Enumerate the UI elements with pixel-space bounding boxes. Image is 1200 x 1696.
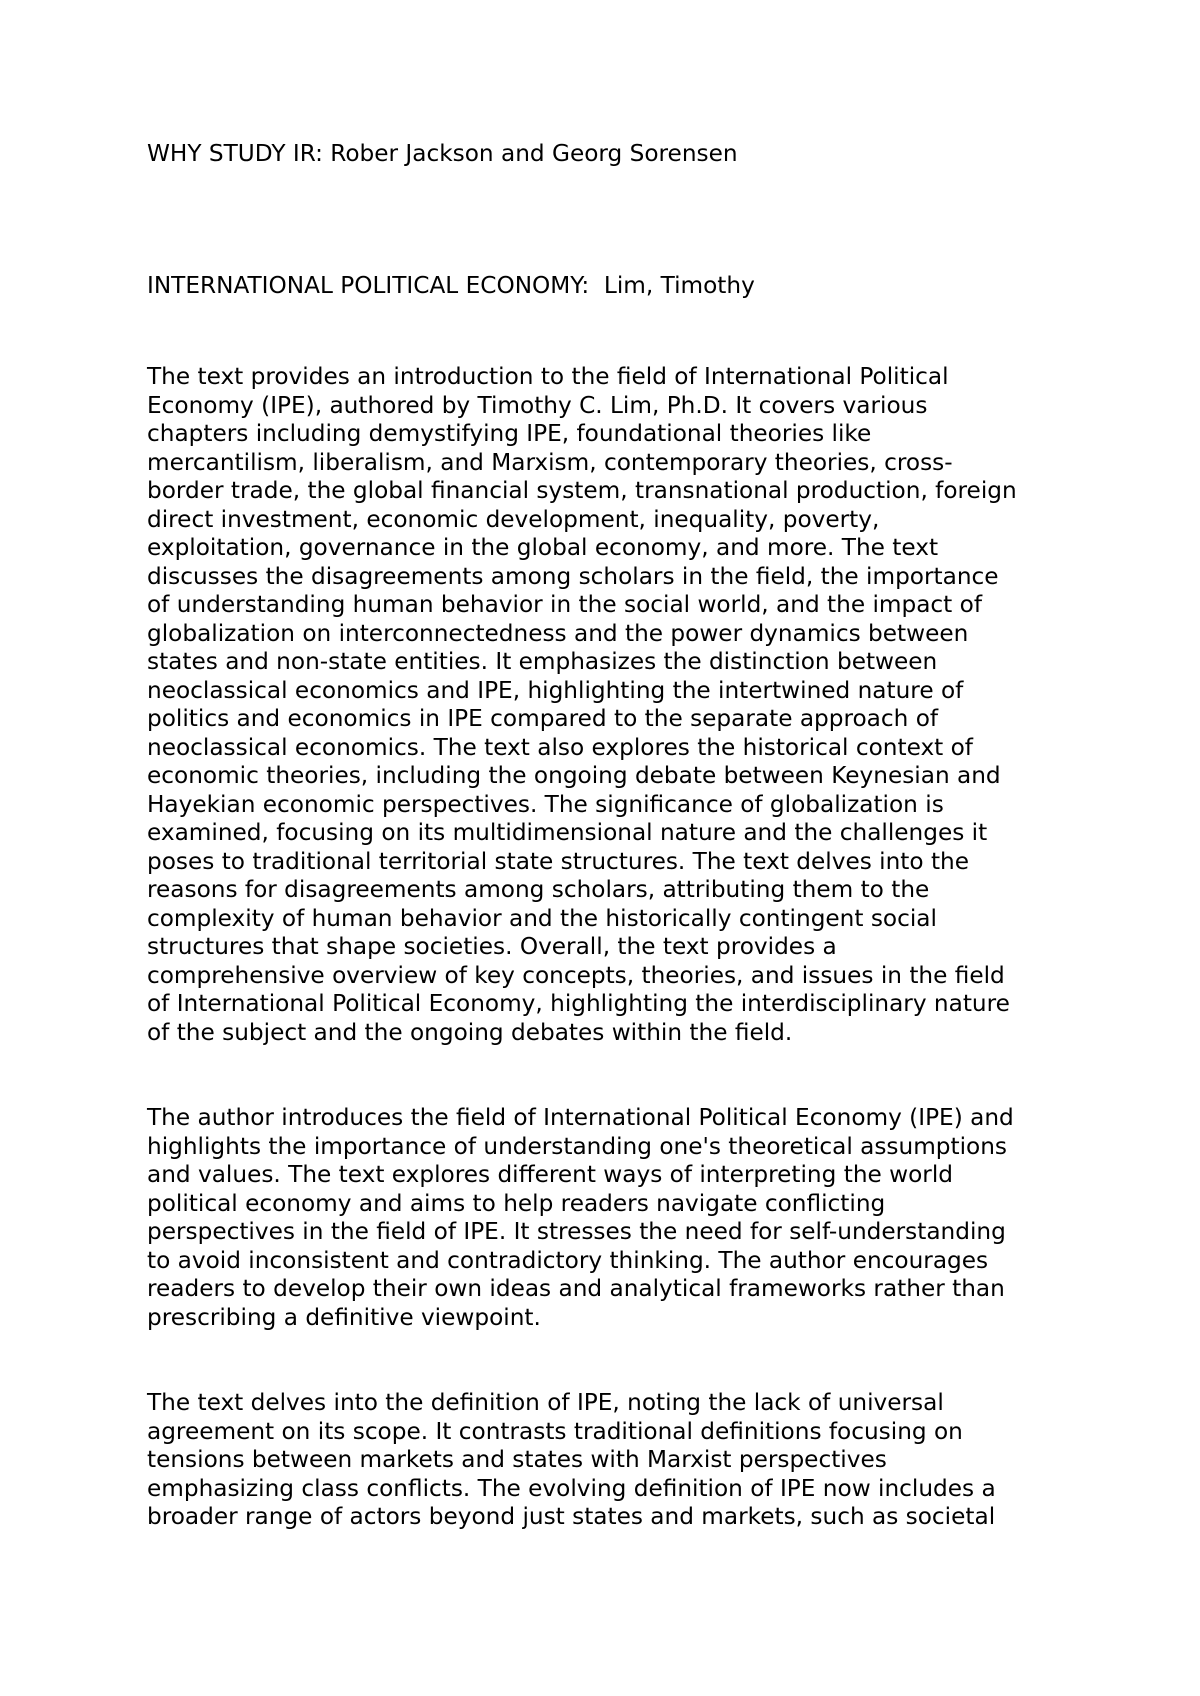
paragraph-line: The text delves into the definition of IPE, noting the lack of universal: [147, 1389, 944, 1416]
paragraph-line: chapters including demystifying IPE, foundational theories like: [147, 420, 872, 447]
paragraph-line: structures that shape societies. Overall, the text provides a: [147, 933, 837, 960]
heading-why-study-ir: WHY STUDY IR: Rober Jackson and Georg Sorensen: [147, 140, 738, 167]
paragraph-line: reasons for disagreements among scholars, attributing them to the: [147, 876, 930, 903]
paragraph-line: tensions between markets and states with Marxist perspectives: [147, 1446, 887, 1473]
document-body: [147, 140, 1077, 1532]
paragraph-line: neoclassical economics and IPE, highlighting the intertwined nature of: [147, 676, 964, 704]
paragraph-line: political economy and aims to help readers navigate conflicting: [147, 1189, 886, 1217]
paragraph-line: perspectives in the field of IPE. It stresses the need for self-understanding: [147, 1218, 1006, 1245]
paragraph-line: politics and economics in IPE compared to the separate approach of: [147, 705, 939, 732]
paragraph-1: [147, 363, 1077, 1047]
paragraph-line: exploitation, governance in the global economy, and more. The text: [147, 534, 939, 561]
paragraph-line: highlights the importance of understanding one's theoretical assumptions: [147, 1132, 1007, 1160]
paragraph-line: prescribing a definitive viewpoint.: [147, 1303, 541, 1331]
paragraph-line: of International Political Economy, highlighting the interdisciplinary nature: [147, 990, 1010, 1017]
paragraph-line: direct investment, economic development, inequality, poverty,: [147, 505, 880, 533]
paragraph-3: [147, 1389, 1077, 1532]
paragraph-line: states and non-state entities. It emphasizes the distinction between: [147, 648, 938, 675]
paragraph-line: Hayekian economic perspectives. The significance of globalization is: [147, 790, 944, 818]
paragraph-line: Economy (IPE), authored by Timothy C. Lim, Ph.D. It covers various: [147, 391, 928, 419]
paragraph-line: examined, focusing on its multidimensional nature and the challenges it: [147, 819, 988, 846]
paragraph-2: [147, 1104, 1077, 1332]
paragraph-line: The author introduces the field of International Political Economy (IPE) and: [147, 1104, 1014, 1131]
paragraph-line: agreement on its scope. It contrasts traditional definitions focusing on: [147, 1417, 963, 1445]
paragraph-line: discusses the disagreements among scholars in the field, the importance: [147, 562, 999, 590]
heading-international-political-economy: INTERNATIONAL POLITICAL ECONOMY: Lim, Timothy: [147, 271, 755, 299]
paragraph-line: to avoid inconsistent and contradictory thinking. The author encourages: [147, 1246, 989, 1274]
paragraph-line: broader range of actors beyond just states and markets, such as societal: [147, 1503, 996, 1530]
paragraph-line: emphasizing class conflicts. The evolving definition of IPE now includes a: [147, 1474, 996, 1502]
paragraph-line: of the subject and the ongoing debates within the field.: [147, 1018, 793, 1046]
paragraph-line: and values. The text explores different ways of interpreting the world: [147, 1161, 953, 1188]
paragraph-line: poses to traditional territorial state structures. The text delves into the: [147, 847, 970, 875]
paragraph-line: of understanding human behavior in the social world, and the impact of: [147, 591, 982, 618]
paragraph-line: mercantilism, liberalism, and Marxism, contemporary theories, cross-: [147, 448, 953, 476]
paragraph-line: globalization on interconnectedness and the power dynamics between: [147, 619, 969, 647]
paragraph-line: border trade, the global financial system, transnational production, foreign: [147, 477, 1017, 504]
paragraph-line: The text provides an introduction to the field of International Political: [147, 363, 949, 390]
paragraph-line: readers to develop their own ideas and analytical frameworks rather than: [147, 1275, 1005, 1302]
paragraph-line: complexity of human behavior and the historically contingent social: [147, 904, 937, 932]
paragraph-line: comprehensive overview of key concepts, theories, and issues in the field: [147, 961, 1005, 989]
paragraph-line: economic theories, including the ongoing debate between Keynesian and: [147, 762, 1001, 789]
paragraph-line: neoclassical economics. The text also explores the historical context of: [147, 733, 973, 761]
